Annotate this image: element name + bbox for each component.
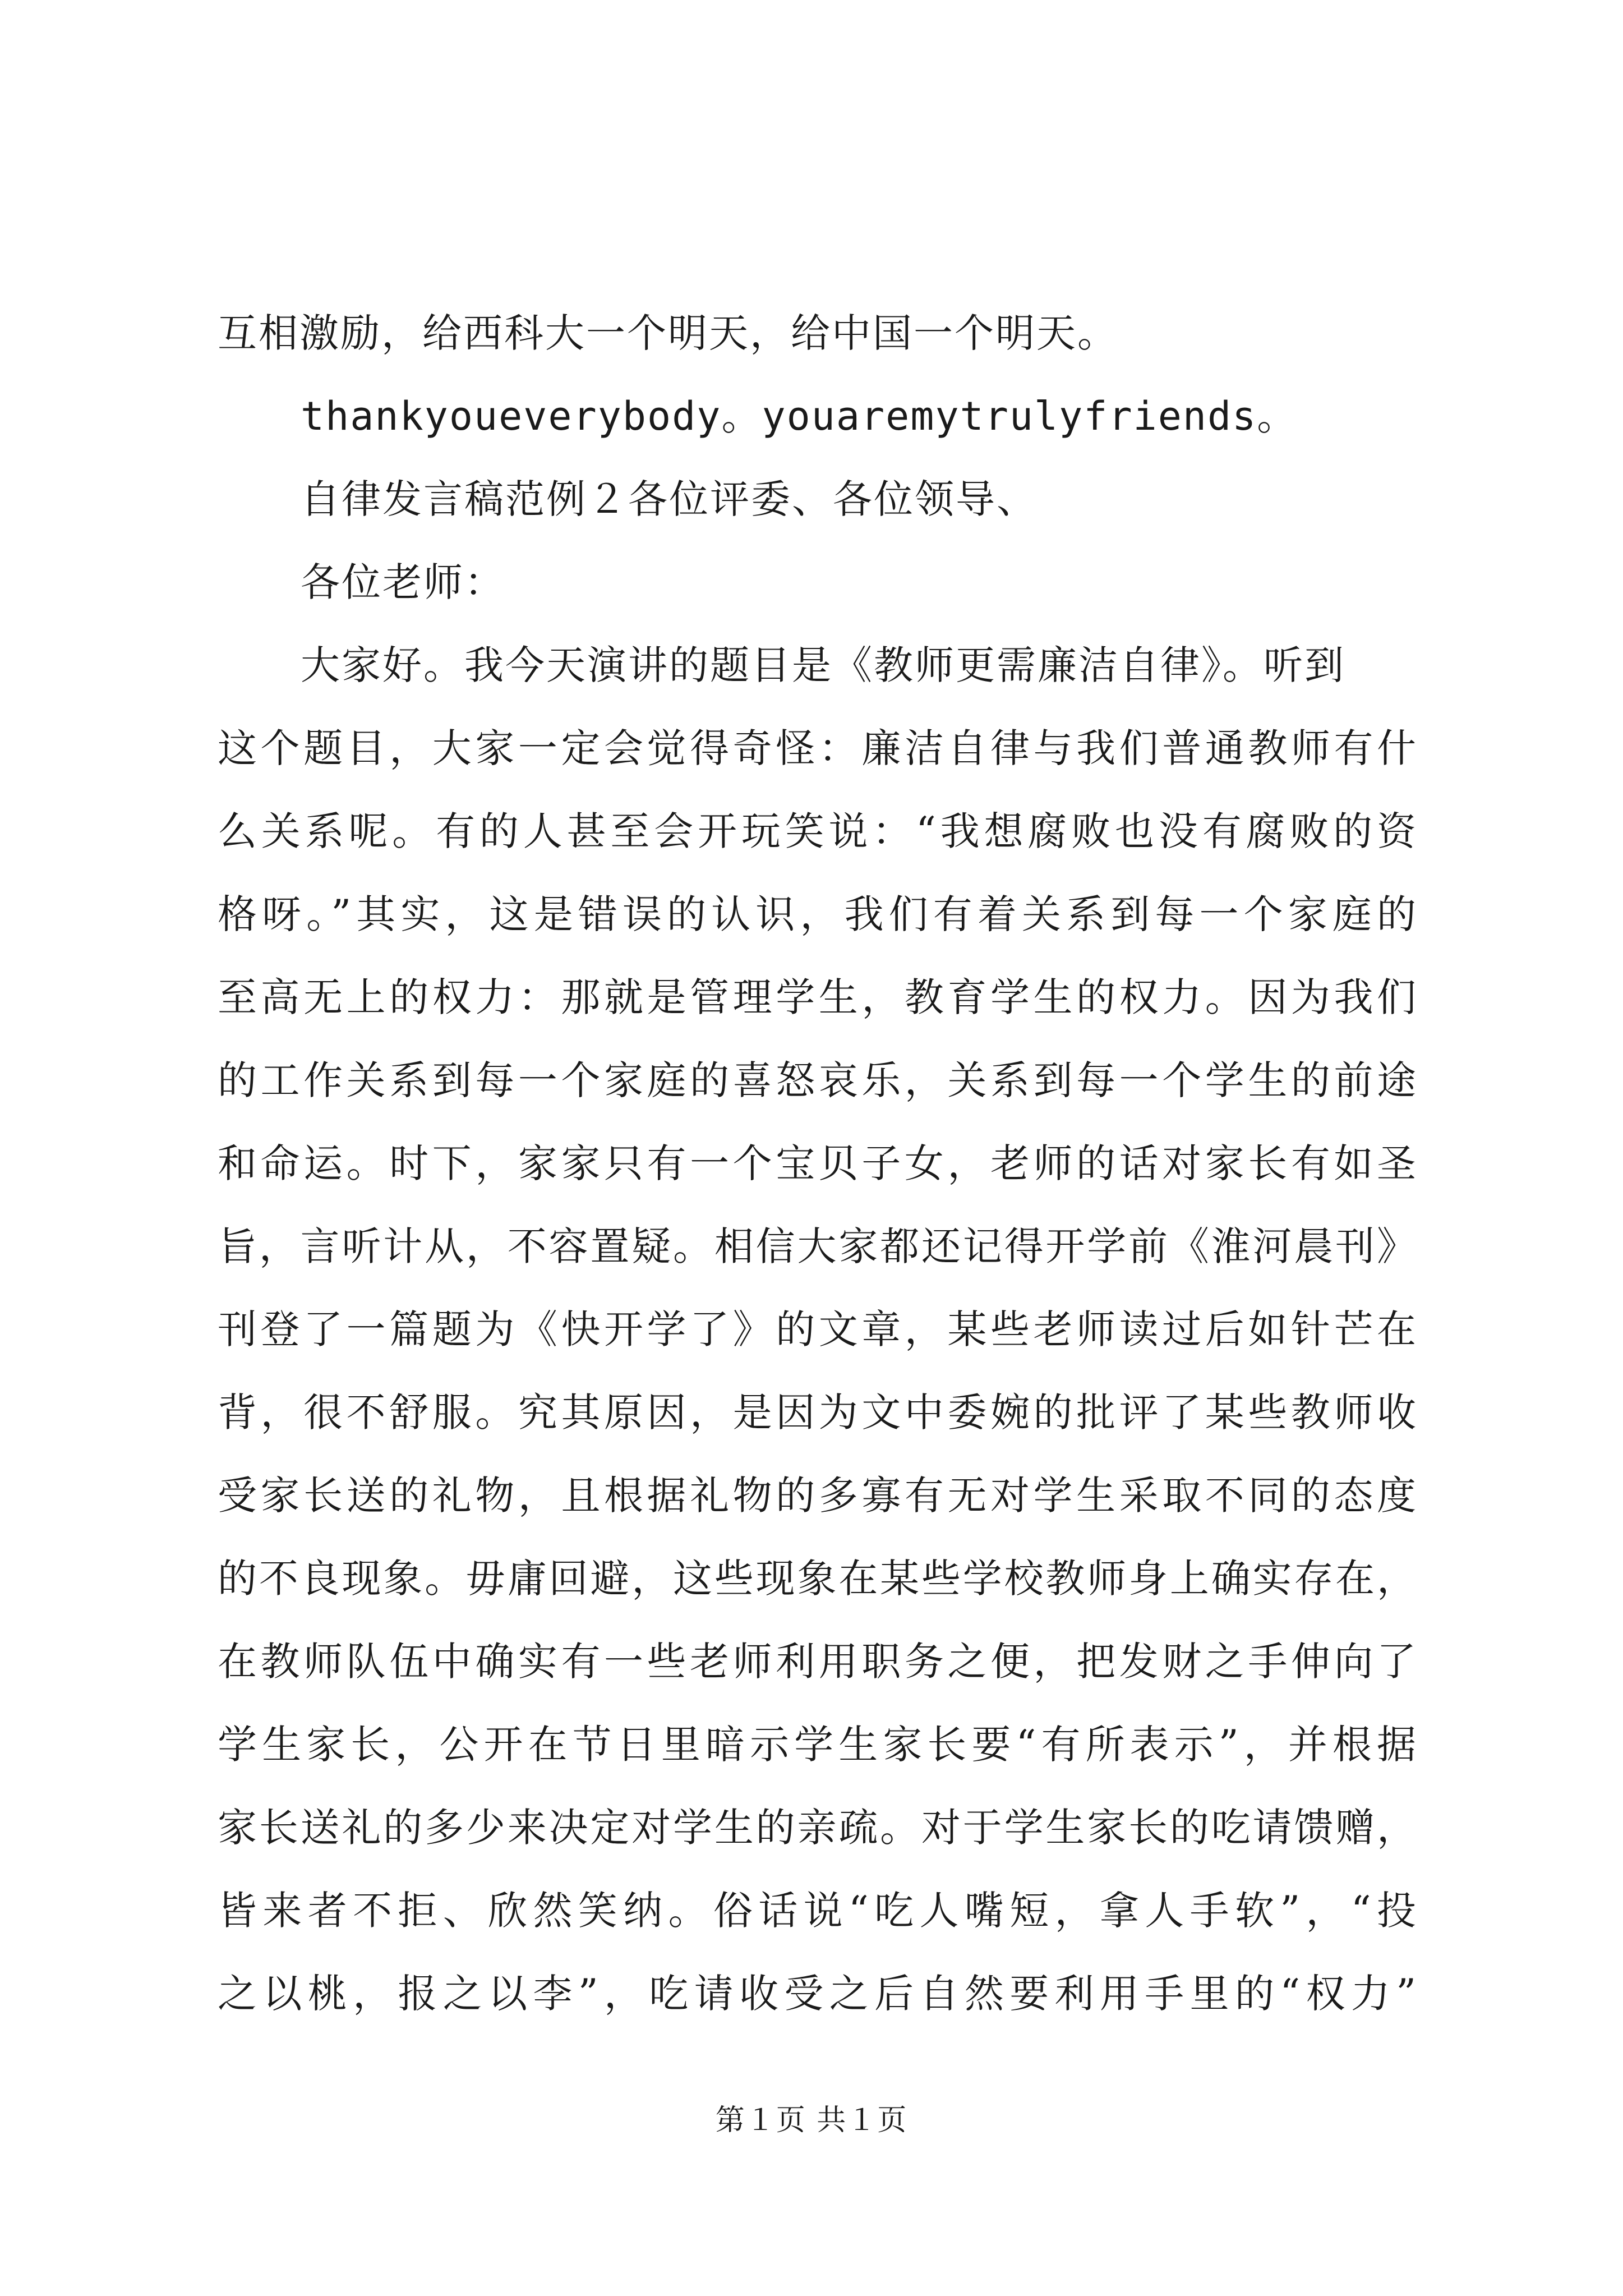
text-line-content: 这个题目，大家一定会觉得奇怪：廉洁自律与我们普通教师有什: [218, 725, 1418, 771]
text-line-content: 自律发言稿范例２各位评委、各位领导、: [301, 476, 1038, 522]
text-line-content: 之以桃，报之以李”，吃请收受之后自然要利用手里的“权力”: [218, 1971, 1418, 2017]
text-line: [218, 1371, 1418, 1454]
text-line: [218, 873, 1418, 956]
text-line: [218, 1537, 1418, 1620]
text-line: [218, 1620, 1418, 1703]
text-line-content: 旨，言听计从，不容置疑。相信大家都还记得开学前《淮河晨刊》: [218, 1223, 1418, 1269]
text-line: [218, 707, 1418, 790]
page-number-label: 第１页 共１页: [715, 2104, 908, 2137]
text-line-content: 在教师队伍中确实有一些老师利用职务之便，把发财之手伸向了: [218, 1639, 1418, 1685]
text-line: [218, 1288, 1418, 1371]
text-line: [218, 1786, 1418, 1869]
text-line: [218, 1952, 1418, 2035]
text-line-content: thankyoueverybody。youaremytrulyfriends。: [301, 393, 1298, 439]
text-line: [218, 1869, 1418, 1952]
text-line: [218, 956, 1418, 1039]
text-line: [218, 1205, 1418, 1288]
text-line-content: 和命运。时下，家家只有一个宝贝子女，老师的话对家长有如圣: [218, 1140, 1418, 1186]
text-line: [218, 790, 1418, 873]
text-line-content: 大家好。我今天演讲的题目是《教师更需廉洁自律》。听到: [301, 642, 1345, 688]
text-line-content: 的不良现象。毋庸回避，这些现象在某些学校教师身上确实存在，: [218, 1556, 1418, 1602]
text-line-content: 受家长送的礼物，且根据礼物的多寡有无对学生采取不同的态度: [218, 1473, 1418, 1519]
text-line-content: 学生家长，公开在节日里暗示学生家长要“有所表示”，并根据: [218, 1722, 1418, 1768]
text-line: [218, 1122, 1418, 1205]
text-line: [218, 1454, 1418, 1537]
text-line-content: 格呀。”其实，这是错误的认识，我们有着关系到每一个家庭的: [218, 891, 1418, 937]
text-line-content: 的工作关系到每一个家庭的喜怒哀乐，关系到每一个学生的前途: [218, 1057, 1418, 1103]
text-line-content: 背，很不舒服。究其原因，是因为文中委婉的批评了某些教师收: [218, 1389, 1418, 1435]
text-line-content: 家长送礼的多少来决定对学生的亲疏。对于学生家长的吃请馈赠，: [218, 1805, 1418, 1851]
text-line: [218, 375, 1418, 458]
text-line-content: 么关系呢。有的人甚至会开玩笑说：“我想腐败也没有腐败的资: [218, 808, 1418, 854]
document-body: [218, 292, 1418, 2035]
text-line: [218, 458, 1418, 541]
text-line: [218, 624, 1418, 707]
text-line-content: 互相激励，给西科大一个明天，给中国一个明天。: [218, 310, 1118, 356]
text-line-content: 皆来者不拒、欣然笑纳。俗话说“吃人嘴短，拿人手软”，“投: [218, 1888, 1418, 1934]
text-line-content: 至高无上的权力：那就是管理学生，教育学生的权力。因为我们: [218, 974, 1418, 1020]
text-line: [218, 1703, 1418, 1786]
text-line: [218, 292, 1418, 375]
page-footer: [0, 2101, 1623, 2140]
text-line: [218, 541, 1418, 624]
text-line-content: 各位老师：: [301, 559, 505, 605]
text-line: [218, 1039, 1418, 1122]
text-line-content: 刊登了一篇题为《快开学了》的文章，某些老师读过后如针芒在: [218, 1306, 1418, 1352]
